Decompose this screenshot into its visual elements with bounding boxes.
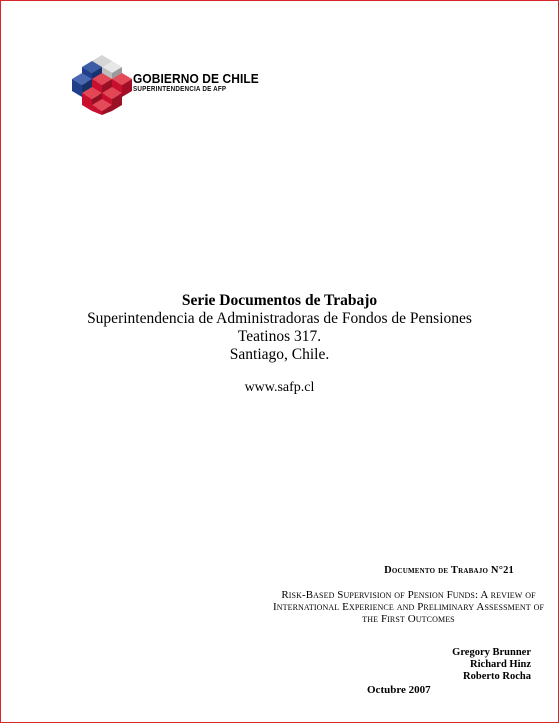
- series-title: Serie Documentos de Trabajo: [181, 292, 378, 309]
- author-name: Richard Hinz: [470, 659, 531, 670]
- gobierno-de-chile-logo: [72, 53, 262, 117]
- website-url: www.safp.cl: [244, 380, 315, 395]
- author-list: [452, 647, 531, 683]
- address: Teatinos 317.: [237, 328, 322, 345]
- document-number-label: Documento de Trabajo N°21: [384, 565, 514, 576]
- author-name: Gregory Brunner: [452, 647, 531, 658]
- logo-text: [133, 72, 270, 94]
- logo-subtitle: SUPERINTENDENCIA DE AFP: [133, 86, 227, 93]
- city: Santiago, Chile.: [229, 346, 330, 363]
- publication-date: Octubre 2007: [367, 684, 431, 696]
- institution-name: Superintendencia de Administradoras de Fondos de Pensiones: [87, 310, 472, 327]
- author-name: Roberto Rocha: [463, 671, 531, 682]
- logo-title: GOBIERNO DE CHILE: [133, 71, 259, 86]
- paper-title: Risk-Based Supervision of Pension Funds: A review of International Experience and Preliminary Assessment of the First Outcomes: [273, 589, 544, 625]
- series-header: [1, 292, 558, 396]
- chile-cube-logo-icon: [72, 53, 134, 115]
